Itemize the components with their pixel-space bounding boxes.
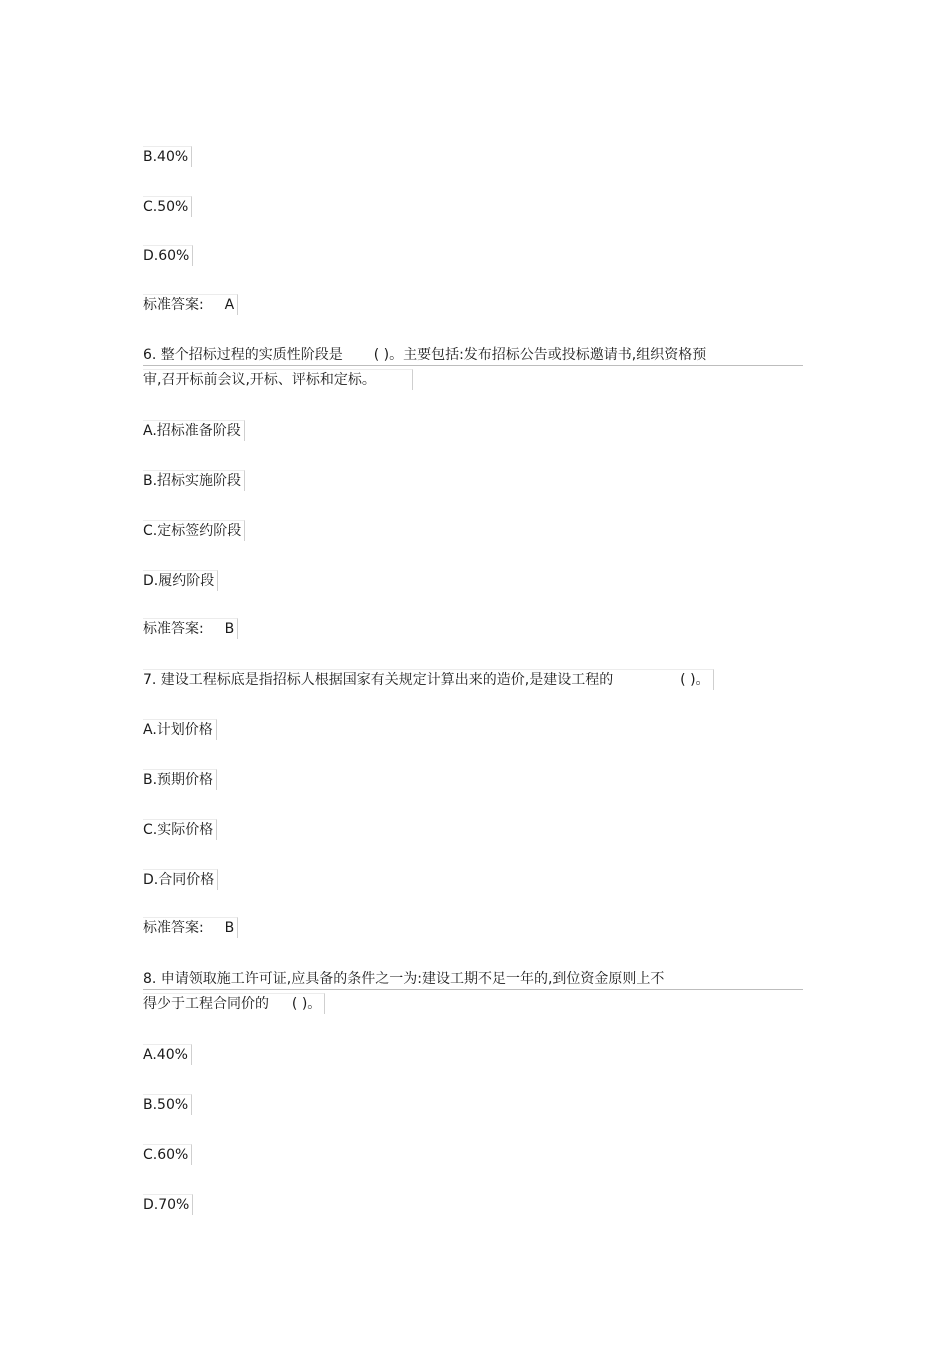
q6-option-c: C.定标签约阶段 [143,520,245,541]
q6-option-b: B.招标实施阶段 [143,470,245,491]
q6-stem-text-cont: ( )。主要包括:发布招标公告或投标邀请书,组织资格预 [373,347,707,363]
q7-stem-text: 7. 建设工程标底是指招标人根据国家有关规定计算出来的造价,是建设工程的 [143,672,614,688]
q8-stem-text: 得少于工程合同价的 [143,996,269,1012]
q6-option-d: D.履约阶段 [143,570,218,591]
q6-stem-line2: 审,召开标前会议,开标、评标和定标。 [143,369,413,390]
q8-option-b: B.50% [143,1094,192,1115]
answer-value: A [224,297,235,313]
q6-answer [143,618,238,639]
answer-label: 标准答案: [143,621,204,637]
q7-stem-text-cont: ( )。 [680,672,710,688]
answer-value: B [224,621,235,637]
q5-option-c: C.50% [143,196,192,217]
q5-option-d: D.60% [143,245,193,266]
q8-option-a: A.40% [143,1044,192,1065]
q6-stem-text: 6. 整个招标过程的实质性阶段是 [143,347,343,363]
q7-option-d: D.合同价格 [143,869,218,890]
q7-option-c: C.实际价格 [143,819,217,840]
q7-answer [143,917,238,938]
q6-stem-line1 [143,345,803,366]
answer-label: 标准答案: [143,297,204,313]
answer-label: 标准答案: [143,920,204,936]
q7-option-a: A.计划价格 [143,719,217,740]
q7-option-b: B.预期价格 [143,769,217,790]
q5-answer [143,294,238,315]
answer-value: B [224,920,235,936]
q5-option-b: B.40% [143,146,192,167]
q8-stem-text-cont: ( )。 [291,996,322,1012]
q8-stem-line2 [143,993,325,1014]
q8-stem-line1: 8. 申请领取施工许可证,应具备的条件之一为:建设工期不足一年的,到位资金原则上不 [143,969,803,990]
q8-option-d: D.70% [143,1194,193,1215]
q7-stem [143,669,714,690]
q6-option-a: A.招标准备阶段 [143,420,245,441]
q8-option-c: C.60% [143,1144,192,1165]
